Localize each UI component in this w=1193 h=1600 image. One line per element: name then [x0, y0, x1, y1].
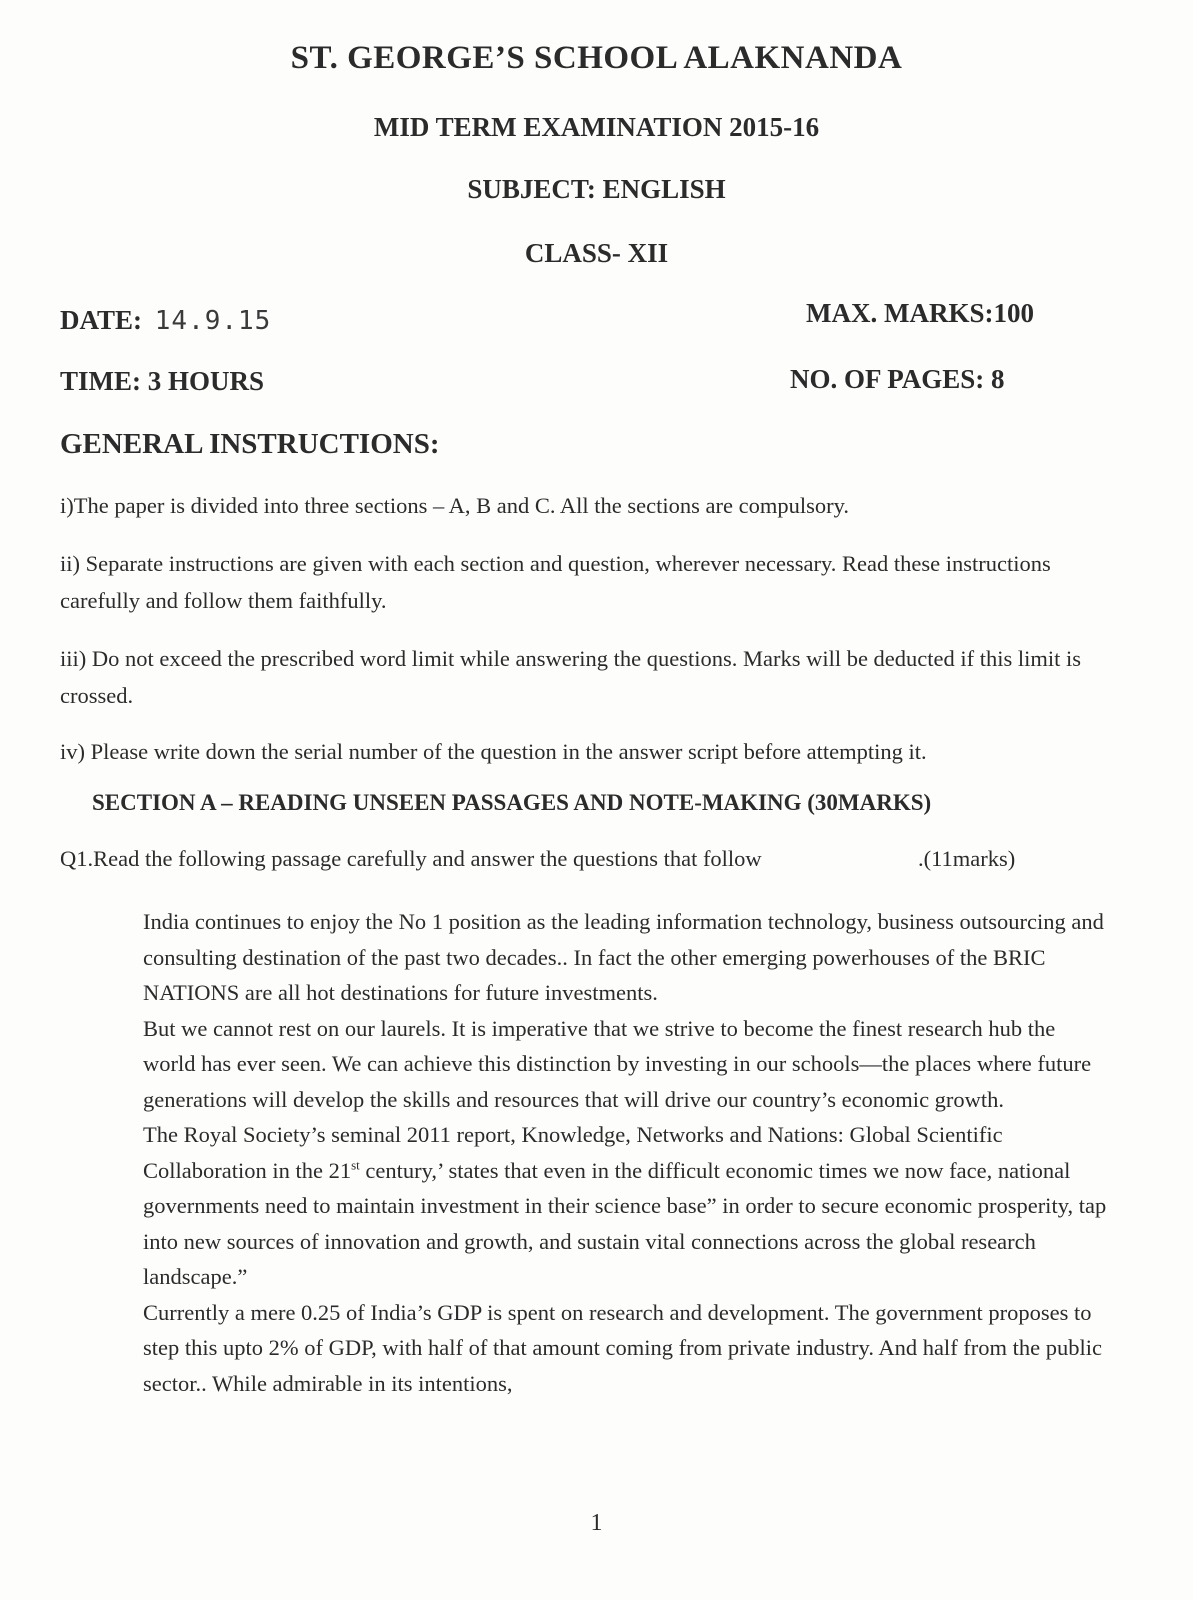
class-line: CLASS- XII — [524, 238, 669, 268]
general-instructions-heading: GENERAL INSTRUCTIONS: — [60, 428, 440, 460]
reading-passage — [143, 904, 1108, 1401]
passage-paragraph — [143, 1117, 1108, 1295]
instruction-item: i)The paper is divided into three sections – A, B and C. All the sections are compulsory. — [60, 493, 850, 518]
school-name: ST. GEORGE’S SCHOOL ALAKNANDA — [290, 40, 903, 76]
passage-paragraph: India continues to enjoy the No 1 position as the leading information technology, business outsourcing and consulting destination of the past two decades.. In fact the other emerging powerhouses of the BRIC NATIONS are all hot destinations for future investments. — [143, 909, 1104, 1005]
instruction-item: ii) Separate instructions are given with each section and question, wherever necessary. Read these instructions carefully and follow them faithfully. — [60, 551, 1051, 613]
passage-text: The Royal Society’s seminal 2011 report, Knowledge, Networks and Nations: Global Scientific Collaboration in the 21 — [143, 1122, 1003, 1183]
date-value-handwritten: 14.9.15 — [154, 306, 272, 336]
question-1-text: Q1.Read the following passage carefully and answer the questions that follow — [60, 846, 762, 871]
exam-title: MID TERM EXAMINATION 2015-16 — [373, 112, 820, 142]
time-line: TIME: 3 HOURS — [60, 366, 265, 396]
passage-paragraph: But we cannot rest on our laurels. It is imperative that we strive to become the finest research hub the world has ever seen. We can achieve this distinction by investing in our schools—the places where future generations will develop the skills and resources that will drive our country’s economic growth. — [143, 1015, 1092, 1112]
number-of-pages: NO. OF PAGES: 8 — [790, 364, 1005, 394]
date-label: DATE: — [60, 305, 143, 335]
passage-text: century,’ states that even in the difficult economic times we now face, national governments need to maintain investment in their science base” in order to secure economic prosperity, tap into new sources of innovation and growth, and sustain vital connections across the global research landscape.” — [143, 1157, 1107, 1289]
ordinal-superscript: st — [351, 1157, 360, 1172]
instruction-item: iii) Do not exceed the prescribed word limit while answering the questions. Marks will be deducted if this limit is crossed. — [60, 646, 1082, 708]
instruction-item: iv) Please write down the serial number of the question in the answer script before attempting it. — [60, 739, 927, 764]
section-a-heading: SECTION A – READING UNSEEN PASSAGES AND NOTE-MAKING (30MARKS) — [92, 790, 932, 815]
page-number: 1 — [590, 1510, 603, 1536]
max-marks: MAX. MARKS:100 — [806, 298, 1034, 328]
passage-paragraph: Currently a mere 0.25 of India’s GDP is spent on research and development. The government proposes to step this upto 2% of GDP, with half of that amount coming from private industry. And half from the public sector.. While admirable in its intentions, — [143, 1299, 1103, 1396]
date-line — [60, 305, 271, 336]
question-1-marks: .(11marks) — [918, 846, 1016, 871]
subject-line: SUBJECT: ENGLISH — [467, 174, 726, 204]
